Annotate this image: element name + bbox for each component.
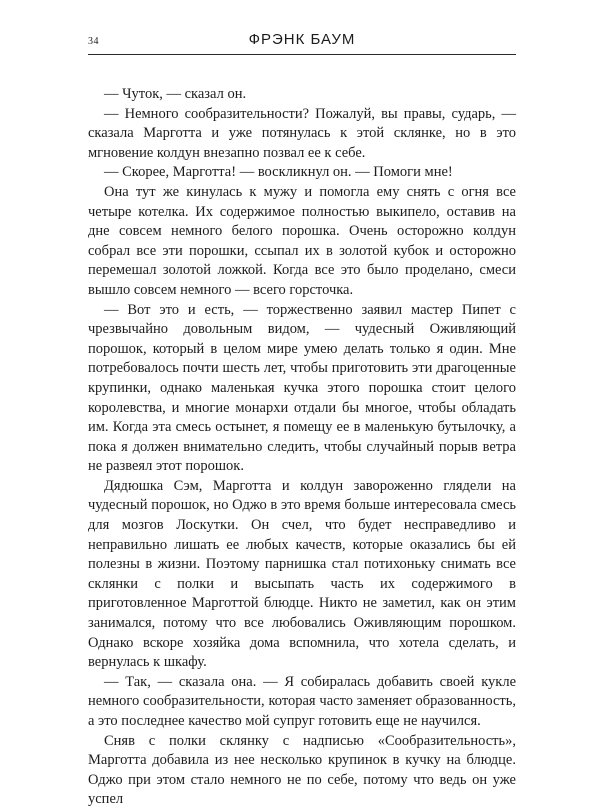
text-body: [88, 85, 516, 810]
paragraph: — Скорее, Марготта! — воскликнул он. — Помоги мне!: [104, 164, 453, 181]
paragraph: — Вот это и есть, — торжественно заявил мастер Пипет с чрезвычайно довольным видом, — чудесный Оживляющий порошок, который в целом мире умею делать только я один. Мне потребовалось почти шесть лет, чтобы приготовить эти драгоценные крупинки, однако маленькая кучка этого порошка стоит целого королевства, и многие монархи отдали бы многое, чтобы обладать им. Когда эта смесь остынет, я помещу ее в маленькую бутылочку, а пока я должен внимательно следить, чтобы случайный порыв ветра не развеял этот порошок.: [88, 301, 516, 475]
paragraph: — Немного сообразительности? Пожалуй, вы правы, сударь, — сказала Марготта и уже потянулась к этой склянке, но в это мгновение колдун внезапно позвал ее к себе.: [88, 105, 516, 161]
paragraph: — Так, — сказала она. — Я собиралась добавить своей кукле немного сообразительности, которая часто заменяет образованность, а это последнее качество мой супруг готовить еще не научился.: [88, 673, 516, 729]
paragraph: — Чуток, — сказал он.: [104, 86, 247, 102]
paragraph: Сняв с полки склянку с надписью «Сообразительность», Марготта добавила из нее несколько крупинок в кучку на блюдце. Оджо при этом стало немного не по себе, потому что ведь он уже успел: [88, 732, 516, 808]
running-header: [88, 30, 516, 55]
page-number: 34: [88, 36, 99, 47]
book-author: ФРЭНК БАУМ: [248, 31, 356, 48]
paragraph: Она тут же кинулась к мужу и помогла ему снять с огня все четыре котелка. Их содержимое полностью выкипело, оставив на дне совсем немного белого порошка. Очень осторожно колдун собрал все эти порошки, ссыпал их в золотой кубок и осторожно перемешал золотой ложкой. Когда все это было проделано, смеси вышло совсем немного — всего горсточка.: [88, 183, 516, 298]
paragraph: Дядюшка Сэм, Марготта и колдун завороженно глядели на чудесный порошок, но Оджо в это время больше интересовала смесь для мозгов Лоскутки. Он счел, что будет несправедливо и неправильно лишать ее любых качеств, которые оказались бы ей полезны в жизни. Поэтому парнишка стал потихоньку снимать все склянки с полки и высыпать часть их содержимого в приготовленное Марготтой блюдце. Никто не заметил, как он этим занимался, потому что все любовались Оживляющим порошком. Однако вскоре хозяйка дома вспомнила, что хотела сделать, и вернулась к шкафу.: [88, 477, 516, 671]
